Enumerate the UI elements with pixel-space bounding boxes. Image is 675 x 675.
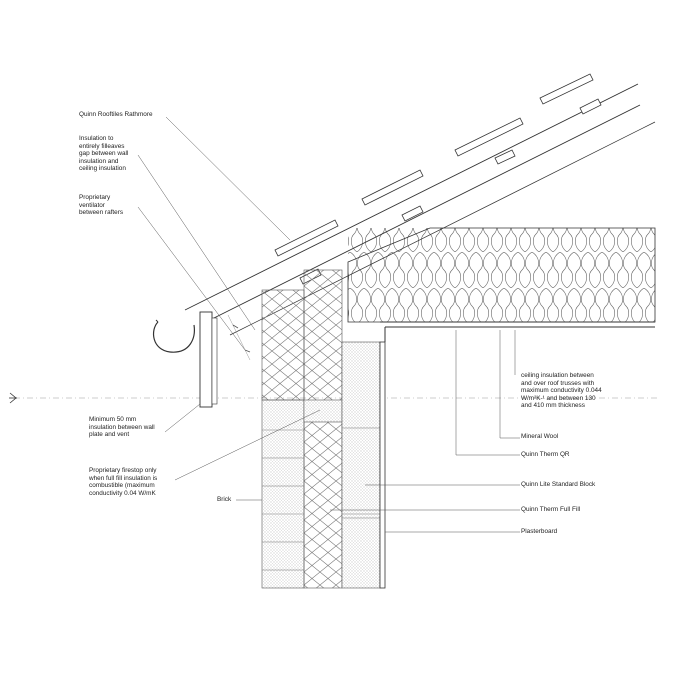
label-ceiling-insulation: ceiling insulation between and over roof trusses with maximum conductivity 0.044 W/m²K-¹ and between 130 and 410 mm thickness — [521, 372, 602, 410]
dim-line — [228, 315, 250, 360]
label-lite-block: Quinn Lite Standard Block — [521, 481, 596, 488]
ceiling-insulation — [348, 228, 655, 322]
label-brick: Brick — [217, 496, 232, 503]
brick-wall — [262, 400, 304, 588]
plasterboard — [380, 342, 385, 588]
eaves-insulation — [262, 290, 304, 400]
label-insulation-fill: Insulation to entirely filleaves gap between wall insulation and ceiling insulation — [79, 135, 129, 173]
level-marker-icon — [9, 393, 17, 403]
label-firestop: Proprietary firestop only when full fill insulation is combustible (maximum conductivity 0.04 W/mK — [89, 467, 158, 497]
label-roof-tiles: Quinn Rooftiles Rathmore — [79, 111, 153, 118]
label-therm-full-fill: Quinn Therm Full Fill — [521, 506, 581, 513]
fascia — [200, 312, 212, 407]
gutter — [154, 322, 195, 352]
label-min-insulation: Minimum 50 mm insulation between wall plate and vent — [89, 416, 155, 439]
label-mineral-wool: Mineral Wool — [521, 433, 559, 440]
label-ventilator: Proprietary ventilator between rafters — [79, 194, 124, 217]
label-therm-qr: Quinn Therm QR — [521, 451, 570, 458]
inner-block-wall — [342, 342, 380, 588]
firestop — [304, 400, 342, 422]
label-plasterboard: Plasterboard — [521, 528, 558, 535]
cavity-insulation — [304, 270, 342, 588]
